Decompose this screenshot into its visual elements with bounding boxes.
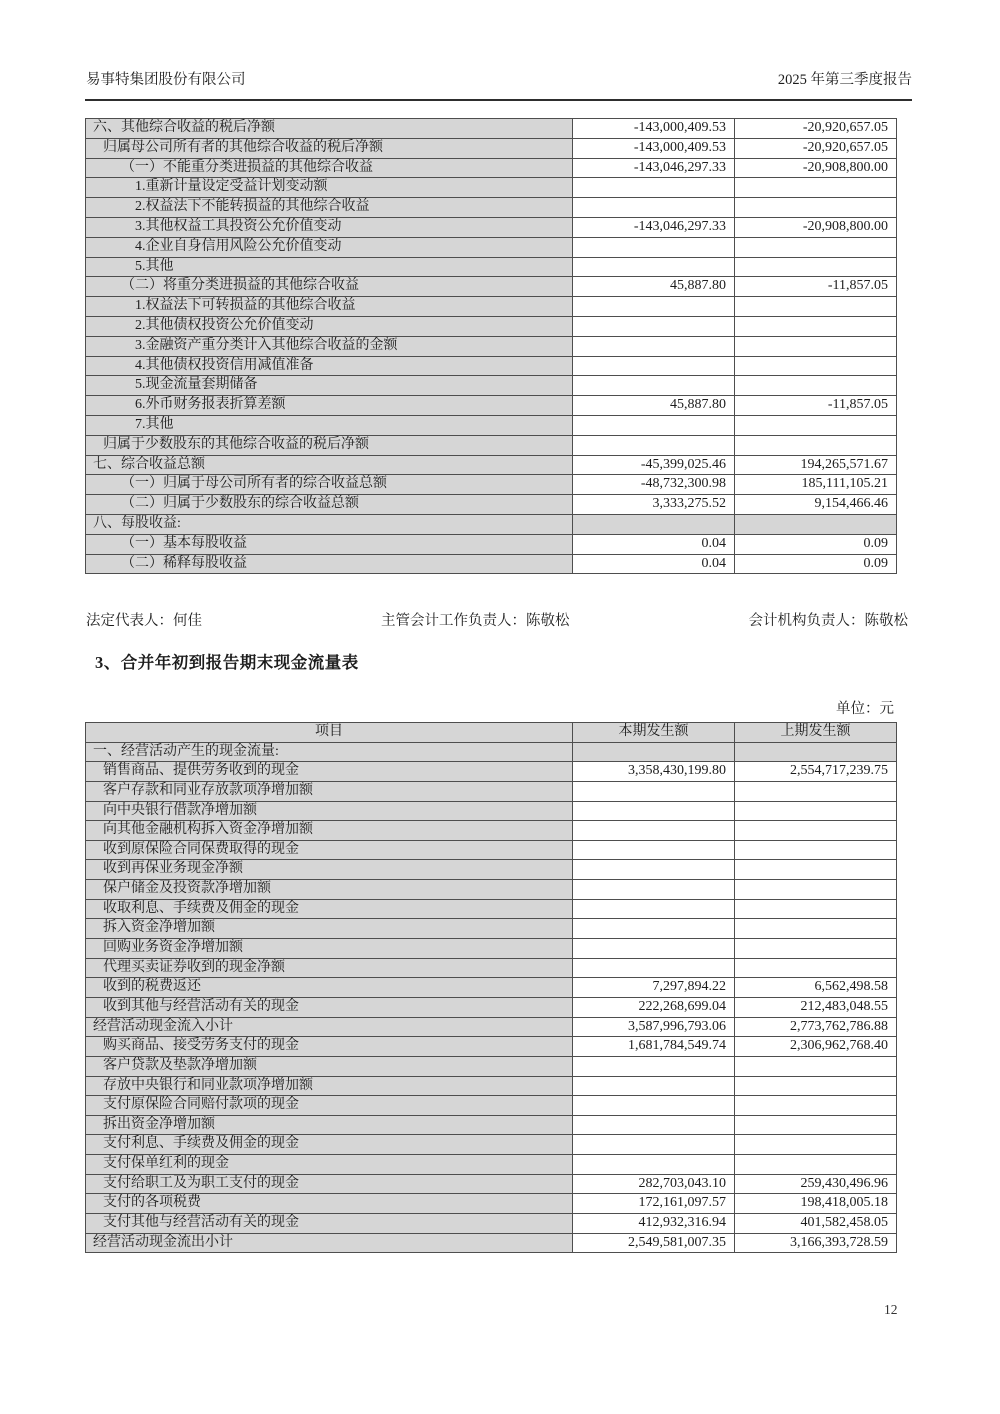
row-label-cell: 1.权益法下可转损益的其他综合收益 [86,297,573,317]
current-period-cell [573,198,735,218]
table-row [86,1096,897,1116]
current-period-cell: 0.04 [573,534,735,554]
prior-period-cell [735,899,897,919]
table-row [86,958,897,978]
row-label-cell: （二）稀释每股收益 [86,554,573,574]
current-period-cell [573,1135,735,1155]
row-label-cell: 支付的各项税费 [86,1194,573,1214]
prior-period-cell: -11,857.05 [735,396,897,416]
prior-period-cell [735,336,897,356]
current-period-cell [573,939,735,959]
prior-period-cell [735,821,897,841]
current-period-cell: 172,161,097.57 [573,1194,735,1214]
current-period-cell [573,435,735,455]
table-row [86,840,897,860]
prior-period-cell [735,514,897,534]
prior-period-cell [735,919,897,939]
table-row [86,178,897,198]
current-period-cell [573,1115,735,1135]
table-row [86,1174,897,1194]
table-row [86,475,897,495]
row-label-cell: 7.其他 [86,415,573,435]
current-period-cell [573,336,735,356]
row-label-cell: 购买商品、接受劳务支付的现金 [86,1037,573,1057]
row-label-cell: 支付利息、手续费及佣金的现金 [86,1135,573,1155]
prior-period-cell: 259,430,496.96 [735,1174,897,1194]
table-row [86,742,897,762]
table-row [86,1037,897,1057]
prior-period-cell: 0.09 [735,554,897,574]
row-label-cell: 保户储金及投资款净增加额 [86,880,573,900]
unit-label: 单位：元 [836,701,894,717]
row-label-cell: 5.其他 [86,257,573,277]
prior-period-cell [735,435,897,455]
column-header-current-period: 本期发生额 [573,723,735,743]
table-row [86,534,897,554]
row-label-cell: 支付其他与经营活动有关的现金 [86,1214,573,1234]
table-row [86,198,897,218]
prior-period-cell: 2,773,762,786.88 [735,1017,897,1037]
table-row [86,1214,897,1234]
current-period-cell [573,919,735,939]
row-label-cell: 1.重新计量设定受益计划变动额 [86,178,573,198]
table-row [86,1115,897,1135]
table-row [86,514,897,534]
current-period-cell [573,1155,735,1175]
column-header-item: 项目 [86,723,573,743]
table-row [86,1017,897,1037]
prior-period-cell: 401,582,458.05 [735,1214,897,1234]
table-row [86,435,897,455]
row-label-cell: （一）归属于母公司所有者的综合收益总额 [86,475,573,495]
prior-period-cell: -20,908,800.00 [735,217,897,237]
table-row [86,899,897,919]
row-label-cell: 6.外币财务报表折算差额 [86,396,573,416]
prior-period-cell [735,257,897,277]
row-label-cell: 收到再保业务现金净额 [86,860,573,880]
table-row [86,119,897,139]
current-period-cell: 0.04 [573,554,735,574]
row-label-cell: （二）归属于少数股东的综合收益总额 [86,495,573,515]
row-label-cell: 销售商品、提供劳务收到的现金 [86,762,573,782]
row-label-cell: 向中央银行借款净增加额 [86,801,573,821]
prior-period-cell [735,840,897,860]
table-row [86,356,897,376]
table-row [86,396,897,416]
current-period-cell: 1,681,784,549.74 [573,1037,735,1057]
table-row [86,997,897,1017]
prior-period-cell: 3,166,393,728.59 [735,1233,897,1253]
table-row [86,880,897,900]
current-period-cell: -143,000,409.53 [573,119,735,139]
row-label-cell: 拆入资金净增加额 [86,919,573,939]
prior-period-cell: 212,483,048.55 [735,997,897,1017]
table-row [86,554,897,574]
current-period-cell: 45,887.80 [573,396,735,416]
table-row [86,821,897,841]
legal-representative-label: 法定代表人：何佳 [86,613,202,629]
row-label-cell: 收到的税费返还 [86,978,573,998]
current-period-cell [573,178,735,198]
prior-period-cell [735,1135,897,1155]
current-period-cell [573,840,735,860]
row-label-cell: 七、综合收益总额 [86,455,573,475]
current-period-cell [573,415,735,435]
prior-period-cell [735,376,897,396]
row-label-cell: 经营活动现金流出小计 [86,1233,573,1253]
section-title: 3、合并年初到报告期末现金流量表 [95,653,359,672]
current-period-cell [573,1096,735,1116]
prior-period-cell [735,939,897,959]
row-label-cell: 代理买卖证券收到的现金净额 [86,958,573,978]
current-period-cell [573,237,735,257]
current-period-cell: 45,887.80 [573,277,735,297]
accounting-head-label: 主管会计工作负责人：陈敬松 [381,613,570,629]
row-label-cell: 归属于少数股东的其他综合收益的税后净额 [86,435,573,455]
prior-period-cell: 198,418,005.18 [735,1194,897,1214]
row-label-cell: 拆出资金净增加额 [86,1115,573,1135]
table-row [86,277,897,297]
current-period-cell: -143,046,297.33 [573,158,735,178]
row-label-cell: 2.权益法下不能转损益的其他综合收益 [86,198,573,218]
table-row [86,455,897,475]
current-period-cell: 3,333,275.52 [573,495,735,515]
current-period-cell [573,257,735,277]
row-label-cell: 向其他金融机构拆入资金净增加额 [86,821,573,841]
prior-period-cell [735,237,897,257]
current-period-cell: 282,703,043.10 [573,1174,735,1194]
prior-period-cell [735,178,897,198]
prior-period-cell: 194,265,571.67 [735,455,897,475]
row-label-cell: 3.其他权益工具投资公允价值变动 [86,217,573,237]
row-label-cell: 经营活动现金流入小计 [86,1017,573,1037]
prior-period-cell [735,1056,897,1076]
table-row [86,762,897,782]
current-period-cell [573,781,735,801]
current-period-cell [573,801,735,821]
row-label-cell: 支付给职工及为职工支付的现金 [86,1174,573,1194]
table-row [86,237,897,257]
prior-period-cell [735,880,897,900]
prior-period-cell [735,801,897,821]
row-label-cell: 4.其他债权投资信用减值准备 [86,356,573,376]
signature-line [86,609,908,630]
prior-period-cell [735,415,897,435]
company-name: 易事特集团股份有限公司 [86,72,246,88]
prior-period-cell [735,297,897,317]
current-period-cell [573,880,735,900]
row-label-cell: （一）不能重分类进损益的其他综合收益 [86,158,573,178]
table-row [86,376,897,396]
row-label-cell: （二）将重分类进损益的其他综合收益 [86,277,573,297]
row-label-cell: 归属母公司所有者的其他综合收益的税后净额 [86,138,573,158]
table-row [86,257,897,277]
row-label-cell: 5.现金流量套期储备 [86,376,573,396]
table-row [86,1135,897,1155]
row-label-cell: 4.企业自身信用风险公允价值变动 [86,237,573,257]
table-row [86,801,897,821]
prior-period-cell: -20,920,657.05 [735,119,897,139]
table-row [86,495,897,515]
row-label-cell: 3.金融资产重分类计入其他综合收益的金额 [86,336,573,356]
prior-period-cell [735,356,897,376]
row-label-cell: 客户贷款及垫款净增加额 [86,1056,573,1076]
prior-period-cell: 0.09 [735,534,897,554]
table-header-row [86,723,897,743]
page-header [86,68,912,89]
current-period-cell [573,742,735,762]
current-period-cell: -143,000,409.53 [573,138,735,158]
prior-period-cell: 9,154,466.46 [735,495,897,515]
table-row [86,1233,897,1253]
comprehensive-income-table [85,118,897,574]
row-label-cell: 八、每股收益: [86,514,573,534]
current-period-cell [573,1076,735,1096]
row-label-cell: 回购业务资金净增加额 [86,939,573,959]
current-period-cell [573,899,735,919]
table-row [86,297,897,317]
prior-period-cell [735,1155,897,1175]
row-label-cell: 收取利息、手续费及佣金的现金 [86,899,573,919]
table-row [86,1155,897,1175]
table-row [86,415,897,435]
current-period-cell [573,376,735,396]
prior-period-cell [735,781,897,801]
table-row [86,316,897,336]
table-row [86,336,897,356]
current-period-cell [573,958,735,978]
prior-period-cell: -11,857.05 [735,277,897,297]
row-label-cell: 支付保单红利的现金 [86,1155,573,1175]
prior-period-cell [735,1076,897,1096]
column-header-prior-period: 上期发生额 [735,723,897,743]
prior-period-cell [735,316,897,336]
prior-period-cell [735,1115,897,1135]
prior-period-cell [735,1096,897,1116]
row-label-cell: 2.其他债权投资公允价值变动 [86,316,573,336]
current-period-cell: 2,549,581,007.35 [573,1233,735,1253]
current-period-cell: 222,268,699.04 [573,997,735,1017]
current-period-cell [573,356,735,376]
prior-period-cell: 2,554,717,239.75 [735,762,897,782]
row-label-cell: 一、经营活动产生的现金流量: [86,742,573,762]
current-period-cell: -45,399,025.46 [573,455,735,475]
table-row [86,978,897,998]
row-label-cell: 收到其他与经营活动有关的现金 [86,997,573,1017]
current-period-cell [573,1056,735,1076]
row-label-cell: 六、其他综合收益的税后净额 [86,119,573,139]
prior-period-cell: 185,111,105.21 [735,475,897,495]
table-row [86,1076,897,1096]
row-label-cell: 支付原保险合同赔付款项的现金 [86,1096,573,1116]
table-row [86,919,897,939]
current-period-cell [573,316,735,336]
table-row [86,217,897,237]
report-title: 2025 年第三季度报告 [777,72,912,88]
table-row [86,138,897,158]
current-period-cell: -48,732,300.98 [573,475,735,495]
table-row [86,860,897,880]
current-period-cell: 7,297,894.22 [573,978,735,998]
row-label-cell: 收到原保险合同保费取得的现金 [86,840,573,860]
prior-period-cell: -20,920,657.05 [735,138,897,158]
current-period-cell: -143,046,297.33 [573,217,735,237]
row-label-cell: 存放中央银行和同业款项净增加额 [86,1076,573,1096]
current-period-cell: 3,587,996,793.06 [573,1017,735,1037]
row-label-cell: 客户存款和同业存放款项净增加额 [86,781,573,801]
prior-period-cell: 6,562,498.58 [735,978,897,998]
header-divider [85,99,912,101]
prior-period-cell [735,958,897,978]
table-row [86,1056,897,1076]
current-period-cell [573,297,735,317]
prior-period-cell: -20,908,800.00 [735,158,897,178]
accounting-org-head-label: 会计机构负责人：陈敬松 [748,613,908,629]
prior-period-cell [735,742,897,762]
current-period-cell [573,860,735,880]
current-period-cell: 3,358,430,199.80 [573,762,735,782]
table-row [86,1194,897,1214]
current-period-cell [573,514,735,534]
current-period-cell [573,821,735,841]
current-period-cell: 412,932,316.94 [573,1214,735,1234]
row-label-cell: （一）基本每股收益 [86,534,573,554]
table-row [86,158,897,178]
cash-flow-table [85,722,897,1253]
prior-period-cell: 2,306,962,768.40 [735,1037,897,1057]
table-row [86,781,897,801]
prior-period-cell [735,198,897,218]
page-number: 12 [884,1302,898,1317]
table-row [86,939,897,959]
prior-period-cell [735,860,897,880]
